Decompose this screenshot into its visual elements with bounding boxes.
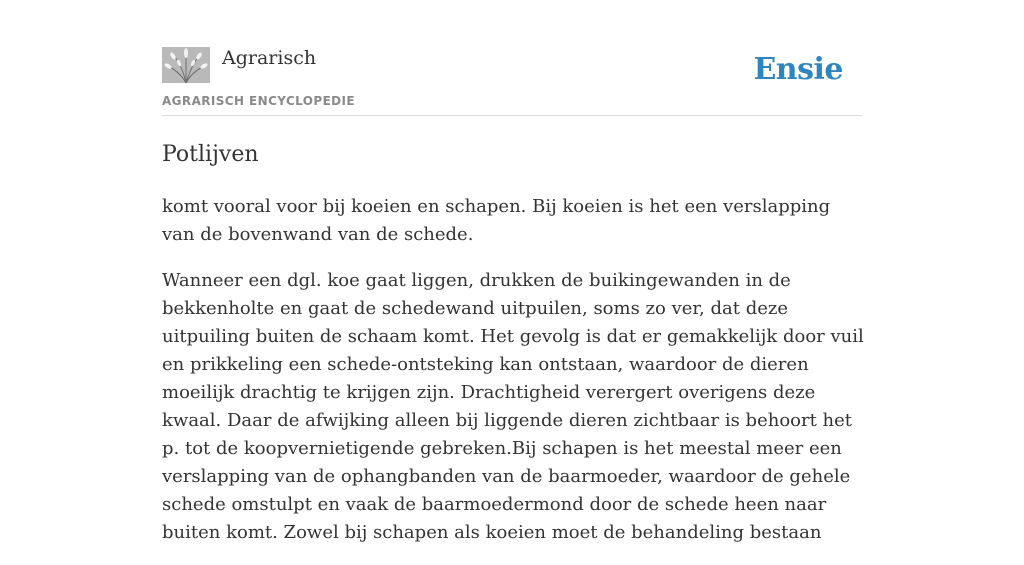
source-subtitle: AGRARISCH ENCYCLOPEDIE <box>162 94 355 108</box>
source-header <box>162 46 862 116</box>
brand-logo[interactable]: Ensie <box>753 52 843 87</box>
article-paragraph: Wanneer een dgl. koe gaat liggen, drukken de buikingewanden in de bekkenholte en gaat de schedewand uitpuilen, soms zo ver, dat deze uitpuiling buiten de schaam komt. Het gevolg is dat er gemakkelijk door vuil en prikkeling een schede-ontsteking kan ontstaan, waardoor de dieren moeilijk drachtig te krijgen zijn. Drachtigheid verergert overigens deze kwaal. Daar de afwijking alleen bij liggende dieren zichtbaar is behoort het p. tot de koopvernietigende gebreken.Bij schapen is het meestal meer een verslapping van de ophangbanden van de baarmoeder, waardoor de gehele schede omstulpt en vaak de baarmoedermond door de schede heen naar buiten komt. Zowel bij schapen als koeien moet de behandeling bestaan <box>162 270 864 543</box>
article-body <box>162 193 867 565</box>
source-name[interactable]: Agrarisch <box>222 47 317 69</box>
wheat-thumbnail-icon[interactable] <box>162 47 210 83</box>
article-title: Potlijven <box>162 142 259 167</box>
article-paragraph: komt vooral voor bij koeien en schapen. Bij koeien is het een verslapping van de bovenwand van de schede. <box>162 196 831 245</box>
